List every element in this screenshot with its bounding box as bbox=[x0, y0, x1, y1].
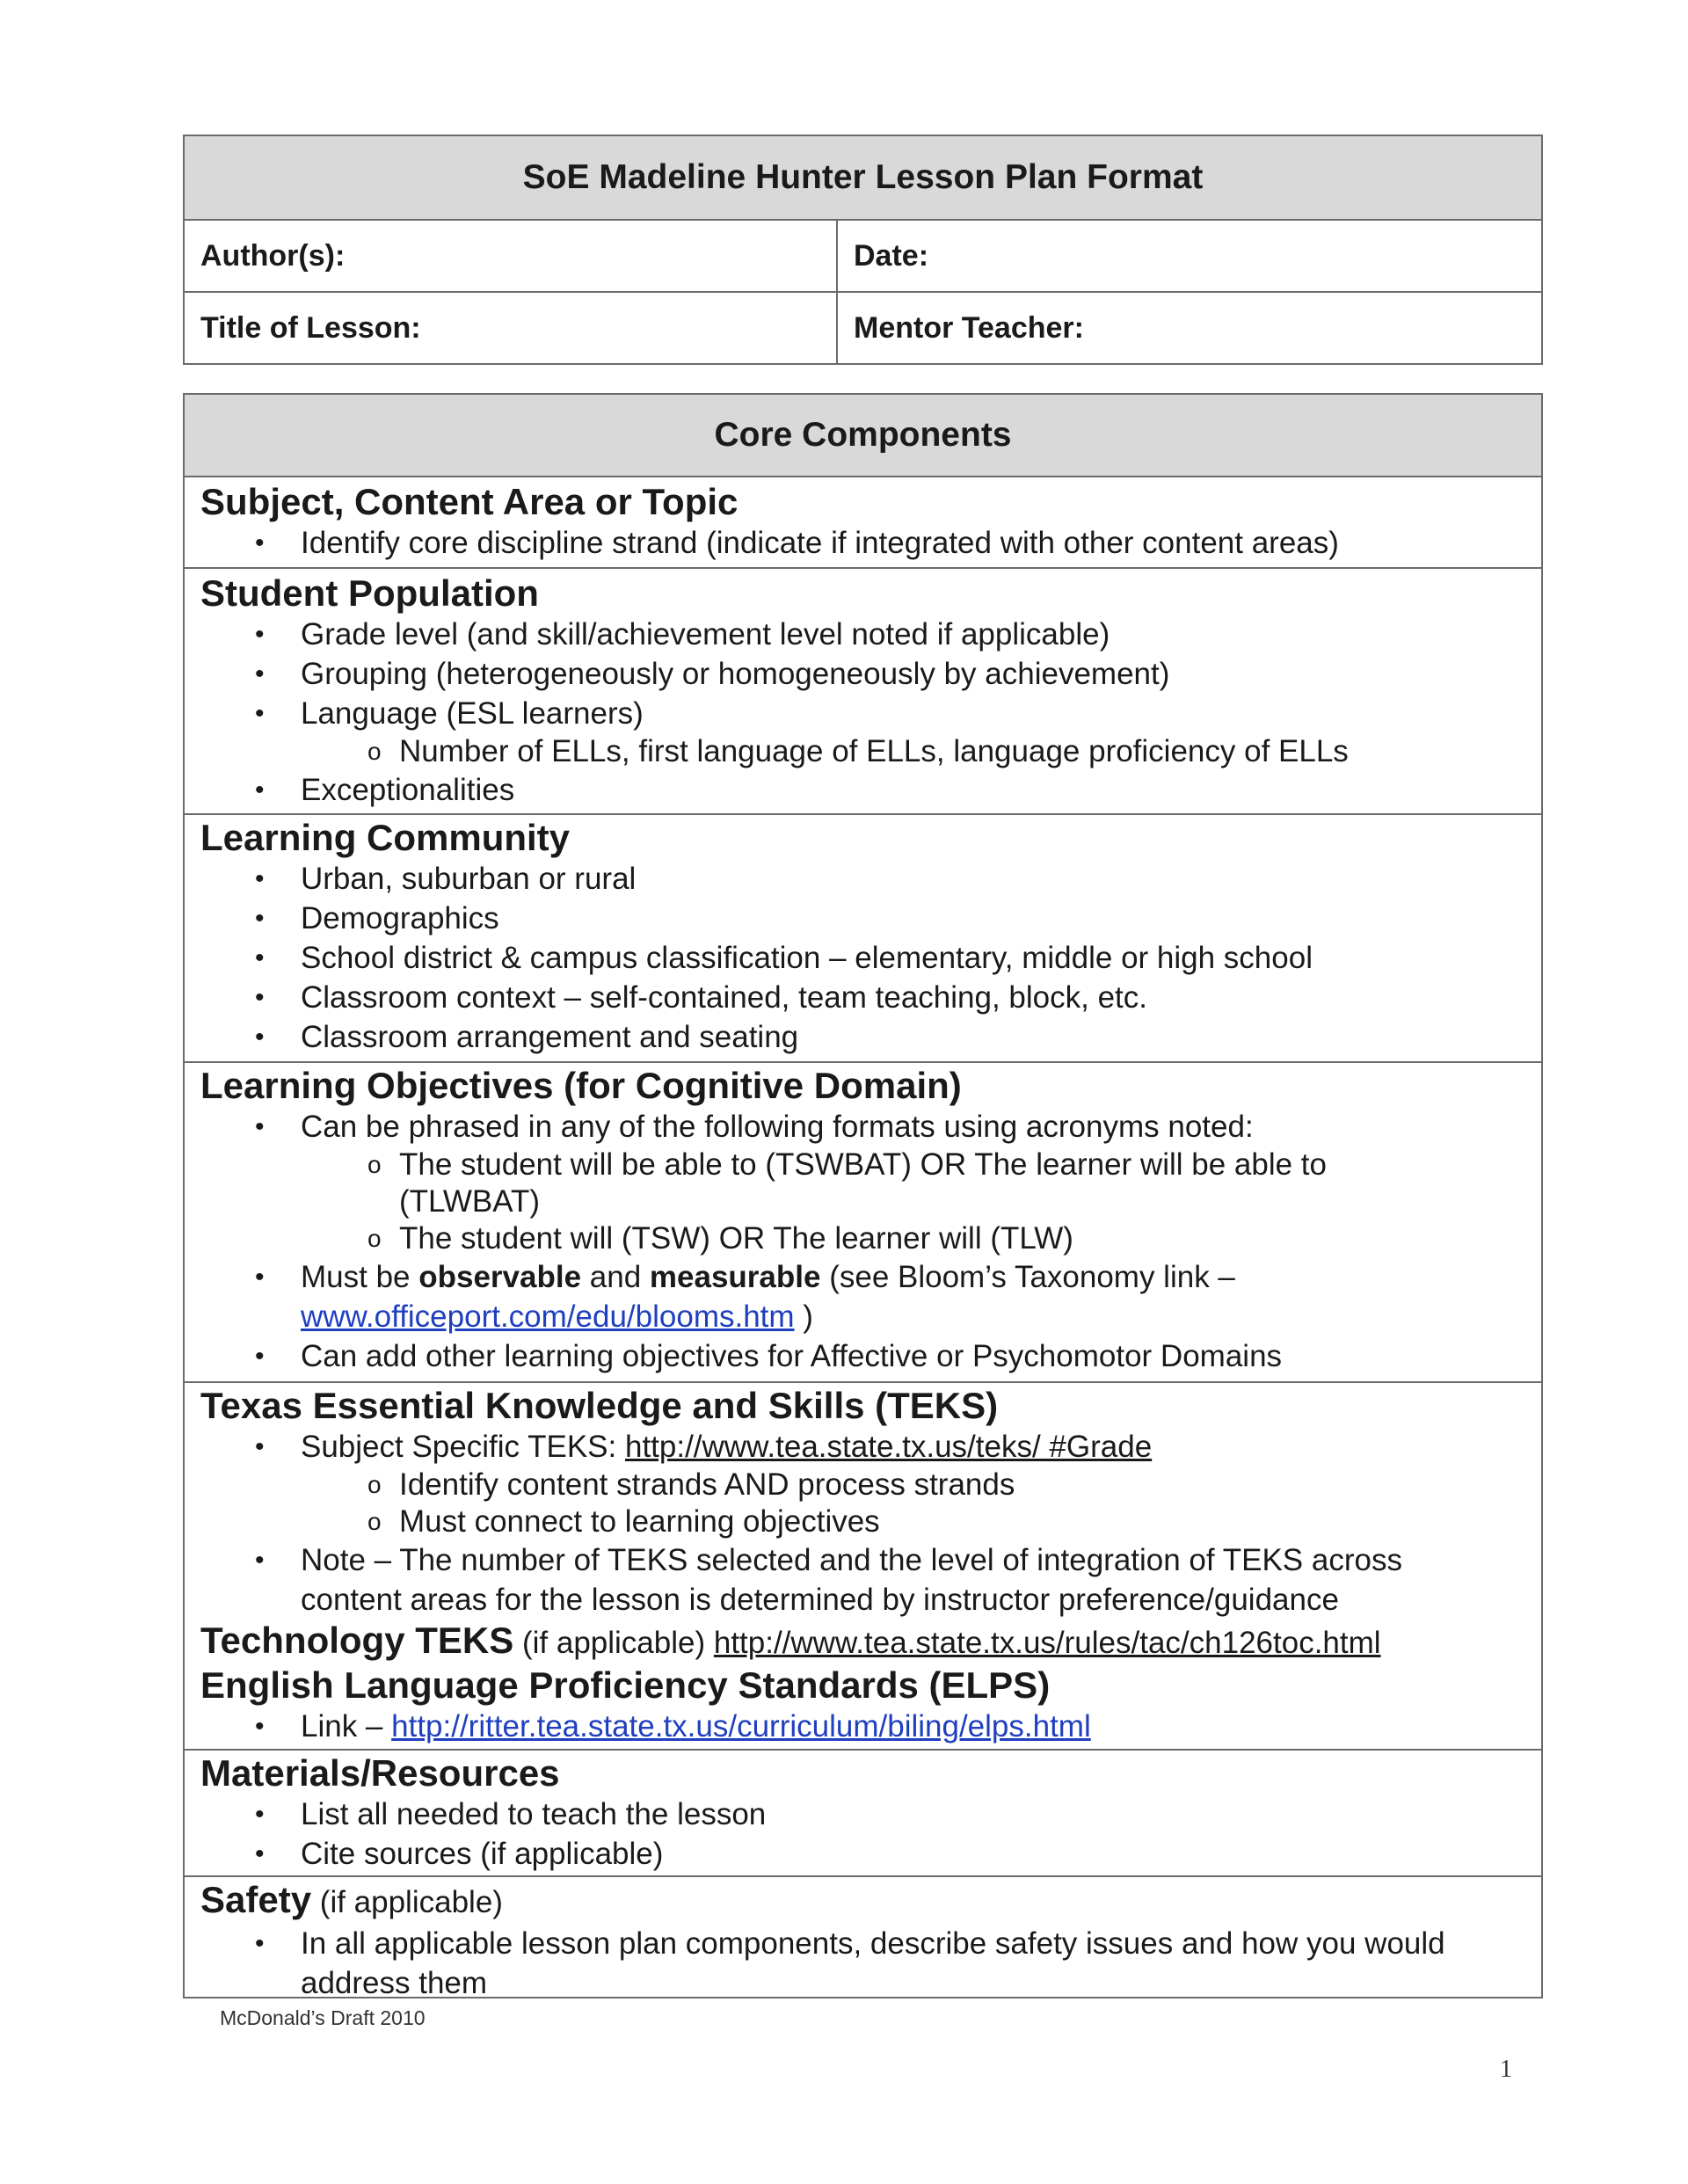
list-item: • Identify core discipline strand (indicate if integrated with other content areas) bbox=[200, 523, 1541, 563]
section-title: Safety bbox=[200, 1879, 312, 1920]
text: ) bbox=[794, 1299, 813, 1334]
section-title: English Language Proficiency Standards (ELPS) bbox=[200, 1664, 1051, 1706]
lesson-title-label: Title of Lesson: bbox=[185, 293, 838, 363]
core-components-table bbox=[183, 393, 1543, 1998]
section-title: Materials/Resources bbox=[200, 1752, 560, 1794]
list-item bbox=[200, 1707, 1541, 1746]
technology-teks-title bbox=[200, 1620, 1541, 1664]
list-item: • Language (ESL learners) bbox=[200, 694, 1541, 733]
core-components-title: Core Components bbox=[185, 395, 1541, 477]
list-item: • School district & campus classification – elementary, middle or high school bbox=[200, 938, 1541, 978]
section-safety bbox=[185, 1877, 1541, 2003]
text: Must be bbox=[301, 1260, 419, 1294]
teks-link[interactable]: http://www.tea.state.tx.us/teks/ #Grade bbox=[624, 1430, 1153, 1464]
text: and bbox=[581, 1260, 650, 1294]
list-item: • Classroom arrangement and seating bbox=[200, 1017, 1541, 1057]
bold-text: observable bbox=[418, 1260, 582, 1294]
list-item: • Cite sources (if applicable) bbox=[200, 1834, 1541, 1874]
list-item: • Grouping (heterogeneously or homogeneously by achievement) bbox=[200, 654, 1541, 694]
sub-list-item: o Identify content strands AND process strands bbox=[200, 1467, 1541, 1503]
text: Subject Specific TEKS: bbox=[301, 1430, 625, 1464]
blooms-link[interactable]: www.officeport.com/edu/blooms.htm bbox=[301, 1299, 795, 1334]
section-title: Technology TEKS bbox=[200, 1620, 514, 1661]
date-label: Date: bbox=[854, 238, 929, 273]
header-row-authors bbox=[185, 221, 1541, 293]
text: (see Bloom’s Taxonomy link – bbox=[820, 1260, 1235, 1294]
technology-teks-link[interactable]: http://www.tea.state.tx.us/rules/tac/ch126toc.html bbox=[713, 1626, 1381, 1660]
section-title: Learning Objectives (for Cognitive Domain) bbox=[200, 1065, 962, 1106]
list-item bbox=[200, 1427, 1541, 1467]
list-item: • List all needed to teach the lesson bbox=[200, 1795, 1541, 1834]
section-learning-community bbox=[185, 815, 1541, 1063]
sub-list-item: o Number of ELLs, first language of ELLs, language proficiency of ELLs bbox=[200, 733, 1541, 770]
bold-text: measurable bbox=[649, 1260, 821, 1294]
authors-label: Author(s): bbox=[185, 221, 838, 291]
section-title: Student Population bbox=[200, 572, 539, 614]
list-item: • Demographics bbox=[200, 899, 1541, 938]
section-title: Subject, Content Area or Topic bbox=[200, 481, 738, 522]
page-number: 1 bbox=[1500, 2056, 1512, 2083]
section-student-population bbox=[185, 569, 1541, 815]
list-item: • Can be phrased in any of the following formats using acronyms noted: bbox=[200, 1107, 1541, 1147]
section-title: Learning Community bbox=[200, 817, 571, 858]
text: (if applicable) bbox=[311, 1885, 503, 1919]
sub-list-item: o The student will (TSW) OR The learner will (TLW) bbox=[200, 1220, 1541, 1257]
list-item: • Can add other learning objectives for Affective or Psychomotor Domains bbox=[200, 1336, 1541, 1376]
list-item: • Note – The number of TEKS selected and the level of integration of TEKS across content areas for the lesson is determined by instructor preference/guidance bbox=[200, 1540, 1541, 1620]
section-subject bbox=[185, 477, 1541, 569]
text: (if applicable) bbox=[513, 1626, 714, 1660]
header-table bbox=[183, 135, 1543, 365]
mentor-teacher-label: Mentor Teacher: bbox=[854, 310, 1084, 345]
list-item: • Urban, suburban or rural bbox=[200, 859, 1541, 899]
sub-list-item: o The student will be able to (TSWBAT) OR The learner will be able to (TLWBAT) bbox=[200, 1147, 1541, 1220]
section-title: Texas Essential Knowledge and Skills (TEKS) bbox=[200, 1385, 999, 1426]
footer-note: McDonald’s Draft 2010 bbox=[220, 2006, 426, 2029]
list-item bbox=[200, 1257, 1541, 1336]
section-teks bbox=[185, 1383, 1541, 1751]
section-learning-objectives bbox=[185, 1063, 1541, 1383]
section-materials bbox=[185, 1751, 1541, 1877]
list-item: • Grade level (and skill/achievement level noted if applicable) bbox=[200, 615, 1541, 654]
sub-list-item: o Must connect to learning objectives bbox=[200, 1503, 1541, 1540]
document-title: SoE Madeline Hunter Lesson Plan Format bbox=[185, 136, 1541, 221]
safety-title bbox=[200, 1879, 1541, 1924]
list-item: • Classroom context – self-contained, team teaching, block, etc. bbox=[200, 978, 1541, 1017]
list-item: • In all applicable lesson plan components, describe safety issues and how you would address them bbox=[200, 1924, 1541, 2003]
elps-link[interactable]: http://ritter.tea.state.tx.us/curriculum/biling/elps.html bbox=[391, 1709, 1091, 1744]
header-row-title bbox=[185, 293, 1541, 363]
text: Link – bbox=[301, 1709, 392, 1744]
list-item: • Exceptionalities bbox=[200, 770, 1541, 810]
